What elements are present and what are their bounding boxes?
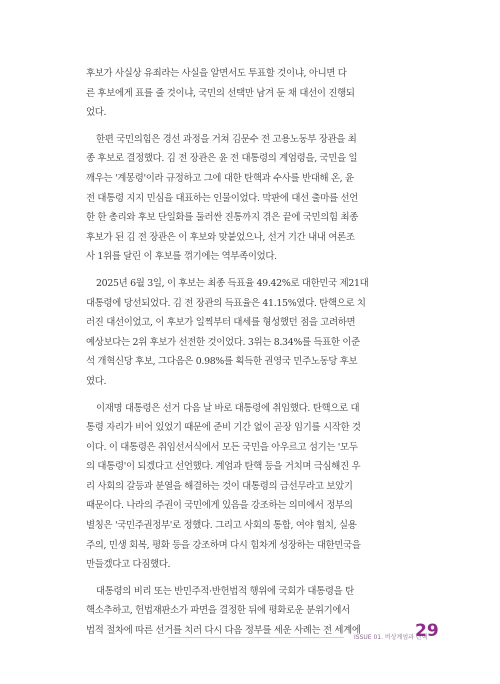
page-number: 29 (415, 621, 439, 641)
text-line: 석 개혁신당 후보, 그다음은 0.98%를 획득한 권영국 민주노동당 후보 (86, 356, 358, 368)
text-line: 종 후보로 결정했다. 김 전 장관은 윤 전 대통령의 계엄령을, 국민을 일 (86, 153, 358, 165)
text-line: 였다. (86, 375, 107, 387)
text-line: 통령 자리가 비어 있었기 때문에 준비 기간 없이 곧장 임기를 시작한 것 (86, 422, 361, 434)
paragraph (86, 274, 432, 392)
footer-divider (168, 637, 344, 638)
text-line: 한편 국민의힘은 경선 과정을 거쳐 김문수 전 고용노동부 장관을 최 (96, 133, 357, 145)
text-line: 대통령에 당선되었다. 김 전 장관의 득표율은 41.15%였다. 탄핵으로 치 (86, 297, 366, 309)
text-line: 법적 절차에 따른 선거를 치러 다시 다음 정부를 세운 사례는 전 세계에 (86, 625, 361, 637)
paragraph (86, 399, 432, 575)
text-line: 이재명 대통령은 선거 다음 날 바로 대통령에 취임했다. 탄핵으로 대 (96, 402, 360, 414)
text-line: 이다. 이 대통령은 취임선서식에서 모든 국민을 아우르고 섬기는 '모두 (86, 441, 358, 453)
text-line: 의 대통령'이 되겠다고 선언했다. 계엄과 탄핵 등을 거치며 극심해진 우 (86, 461, 361, 473)
text-line: 러진 대선이었고, 이 후보가 일찍부터 대세를 형성했던 점을 고려하면 (86, 317, 356, 329)
text-line: 후보가 사실상 유죄라는 사실을 알면서도 투표할 것이냐, 아니면 다 (86, 68, 347, 79)
text-line: 때문이다. 나라의 주권이 국민에게 있음을 강조하는 의미에서 정부의 (86, 500, 353, 512)
article-body (86, 64, 432, 648)
text-line: 후보가 된 김 전 장관은 이 후보와 맞붙었으나, 선거 기간 내내 여론조 (86, 231, 355, 243)
paragraph (86, 64, 432, 123)
text-line: 주의, 민생 회복, 평화 등을 강조하며 다시 힘차게 성장하는 대한민국을 (86, 539, 361, 551)
text-line: 예상보다는 2위 후보가 선전한 것이었다. 3위는 8.34%를 득표한 이준 (86, 336, 360, 348)
text-line: 른 후보에게 표를 줄 것이냐, 국민의 선택만 남겨 둔 채 대선이 진행되 (86, 87, 355, 99)
text-line: 깨우는 '계몽령'이라 규정하고 그에 대한 탄핵과 수사를 반대해 온, 윤 (86, 172, 354, 184)
text-line: 2025년 6월 3일, 이 후보는 최종 득표율 49.42%로 대한민국 제21대 (96, 277, 369, 289)
paragraph (86, 130, 432, 267)
text-line: 핵소추하고, 헌법재판소가 파면을 결정한 뒤에 평화로운 분위기에서 (86, 605, 350, 617)
text-line: 대통령의 비리 또는 반민주적·반헌법적 행위에 국회가 대통령을 탄 (96, 585, 354, 597)
text-line: 전 대통령 지지 민심을 대표하는 인물이었다. 막판에 대선 출마를 선언 (86, 192, 358, 204)
text-line: 리 사회의 갈등과 분열을 해결하는 것이 대통령의 급선무라고 보았기 (86, 480, 353, 492)
text-line: 별칭은 '국민주권정부'로 정했다. 그리고 사회의 통합, 여야 협치, 실용 (86, 520, 357, 532)
text-line: 었다. (86, 107, 107, 119)
text-line: 사 1위를 달린 이 후보를 꺾기에는 역부족이었다. (86, 251, 277, 263)
text-line: 한 한 총리와 후보 단일화를 둘러싼 진통까지 겪은 끝에 국민의힘 최종 (86, 212, 358, 224)
text-line: 만들겠다고 다짐했다. (86, 559, 171, 571)
section-label: ISSUE 01. 비상계엄과 탄핵 (354, 634, 428, 641)
